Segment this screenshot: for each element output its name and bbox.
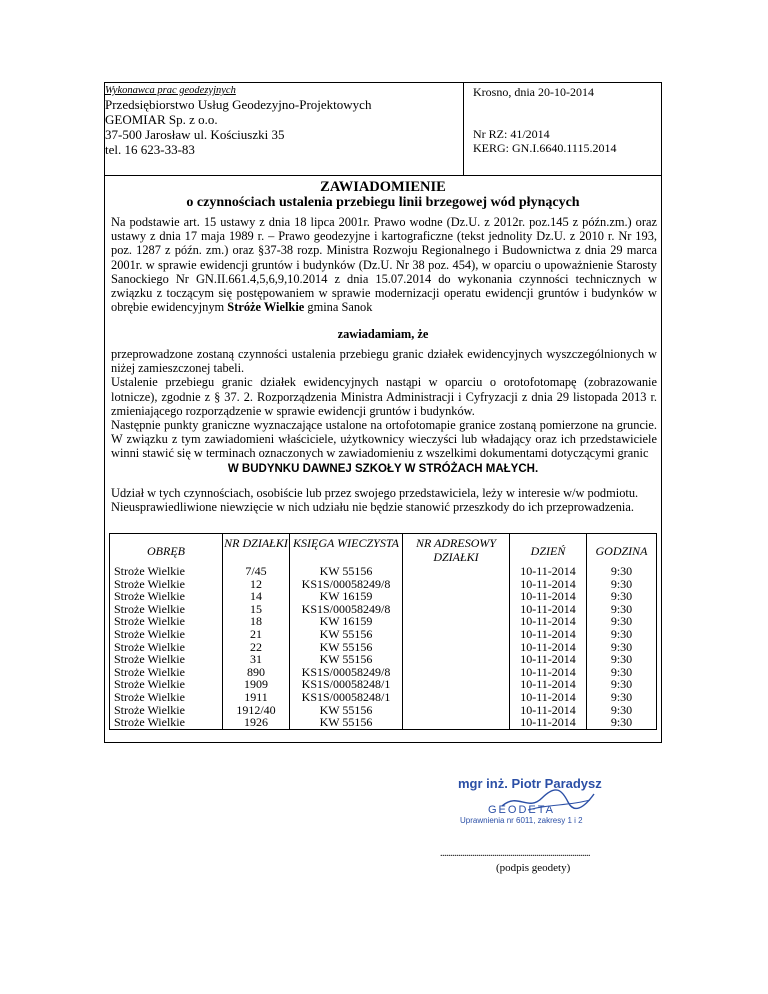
cell-obreb: Stroże Wielkie (110, 678, 223, 691)
company-line: Przedsiębiorstwo Usług Geodezyjno-Projektowych (105, 97, 372, 112)
signature-label: (podpis geodety) (496, 862, 571, 874)
cell-dzien: 10-11-2014 (510, 615, 587, 628)
cell-adres (403, 641, 510, 654)
cell-nr: 12 (223, 578, 290, 591)
cell-godzina: 9:30 (587, 678, 657, 691)
body-paragraph: Ustalenie przebiegu granic działek ewidencyjnych nastąpi w oparciu o orotofotomapę (zobrazowanie lotnicze), zgodnie z § 37. 2. Rozporządzenia Ministra Administracji i Cyfryzacji z dnia 29 listopada 2013 r. zmieniającego rozporządzenie w sprawie ewidencji gruntów i budynków. (111, 375, 657, 418)
contractor-label: Wykonawca prac geodezyjnych (105, 85, 236, 96)
cell-obreb: Stroże Wielkie (110, 578, 223, 591)
participation-line: Nieusprawiedliwione niewzięcie w nich udziału nie będzie stanowić przeszkody do ich przeprowadzenia. (111, 500, 634, 515)
cell-adres (403, 716, 510, 729)
cell-adres (403, 628, 510, 641)
cell-ksiega: KW 16159 (290, 615, 403, 628)
cell-adres (403, 691, 510, 704)
cell-ksiega: KW 55156 (290, 704, 403, 717)
cell-ksiega: KS1S/00058248/1 (290, 691, 403, 704)
cell-nr: 21 (223, 628, 290, 641)
notice-frame (104, 82, 662, 743)
cell-godzina: 9:30 (587, 691, 657, 704)
cell-obreb: Stroże Wielkie (110, 590, 223, 603)
col-header-godzina: GODZINA (587, 534, 657, 566)
cell-obreb: Stroże Wielkie (110, 565, 223, 578)
place-date: Krosno, dnia 20-10-2014 (473, 85, 594, 99)
cell-godzina: 9:30 (587, 615, 657, 628)
contractor-block (105, 83, 464, 175)
company-line: 37-500 Jarosław ul. Kościuszki 35 (105, 127, 285, 142)
table-row (110, 716, 657, 729)
signature-line: ........................................................................... (440, 848, 590, 859)
body-paragraph: przeprowadzone zostaną czynności ustalenia przebiegu granic działek ewidencyjnych wyszczególnionych w niżej zamieszczonej tabeli. (111, 347, 657, 376)
table-row (110, 628, 657, 641)
cell-dzien: 10-11-2014 (510, 565, 587, 578)
notify-phrase: zawiadamiam, że (337, 327, 429, 341)
cell-ksiega: KW 55156 (290, 565, 403, 578)
stamp-permission: Uprawnienia nr 6011, zakresy 1 i 2 (460, 816, 583, 825)
cell-dzien: 10-11-2014 (510, 578, 587, 591)
table-body (110, 565, 657, 729)
cell-ksiega: KS1S/00058249/8 (290, 603, 403, 616)
header-box (105, 83, 661, 175)
company-line: GEOMIAR Sp. z o.o. (105, 112, 218, 127)
col-header-obreb: OBRĘB (110, 534, 223, 566)
cell-nr: 1912/40 (223, 704, 290, 717)
cell-adres (403, 678, 510, 691)
cell-nr: 1909 (223, 678, 290, 691)
cell-dzien: 10-11-2014 (510, 716, 587, 729)
area-name: Stróże Wielkie (227, 300, 305, 315)
cell-ksiega: KW 55156 (290, 716, 403, 729)
legal-basis-text: Na podstawie art. 15 ustawy z dnia 18 lipca 2001r. Prawo wodne (Dz.U. z 2012r. poz.145 z późn.zm.) oraz ustawy z dnia 17 maja 1989 r. – Prawo geodezyjne i kartograficzne (tekst jednolity Dz.U. z 2010 r. Nr 193, poz. 1287 z późn. zm.) oraz §37-38 rozp. Ministra Rozwoju Regionalnego i Budownictwa z dnia 29 marca 2001r. w sprawie ewidencji gruntów i budynków (Dz.U. Nr 38 poz. 454), w oparciu o upoważnienie Starosty Sanockiego Nr GN.II.661.4,5,6,9,10.2014 z dnia 15.07.2014 do wykonania czynności technicznych w związku z toczącym się postępowaniem w sprawie modernizacji operatu ewidencji gruntów i budynków w obrębie ewidencyjnym (111, 215, 657, 315)
cell-adres (403, 666, 510, 679)
cell-adres (403, 615, 510, 628)
col-header-ksiega: KSIĘGA WIECZYSTA (290, 534, 403, 566)
cell-obreb: Stroże Wielkie (110, 641, 223, 654)
cell-nr: 1911 (223, 691, 290, 704)
cell-dzien: 10-11-2014 (510, 666, 587, 679)
col-header-nr: NR DZIAŁKI (223, 534, 290, 566)
cell-adres (403, 590, 510, 603)
kerg-number: KERG: GN.I.6640.1115.2014 (473, 141, 617, 155)
col-header-adres: NR ADRESOWY DZIAŁKI (403, 534, 510, 566)
cell-godzina: 9:30 (587, 603, 657, 616)
cell-nr: 7/45 (223, 565, 290, 578)
col-header-dzien: DZIEŃ (510, 534, 587, 566)
cell-obreb: Stroże Wielkie (110, 666, 223, 679)
cell-ksiega: KW 16159 (290, 590, 403, 603)
geodesist-stamp (458, 776, 608, 836)
body-text (111, 347, 657, 461)
cell-dzien: 10-11-2014 (510, 653, 587, 666)
header-divider (105, 175, 661, 176)
plots-table (109, 533, 657, 730)
cell-obreb: Stroże Wielkie (110, 615, 223, 628)
cell-nr: 890 (223, 666, 290, 679)
cell-dzien: 10-11-2014 (510, 691, 587, 704)
participation-line: Udział w tych czynnościach, osobiście lub przez swojego przedstawiciela, leży w interesie w/w podmiotu. (111, 486, 639, 500)
legal-basis-end: gmina Sanok (304, 300, 373, 315)
table-row (110, 653, 657, 666)
cell-ksiega: KS1S/00058249/8 (290, 666, 403, 679)
cell-nr: 1926 (223, 716, 290, 729)
table-header-row (110, 534, 657, 566)
cell-adres (403, 603, 510, 616)
body-paragraph: Następnie punkty graniczne wyznaczające ustalone na ortofotomapie granice zostaną pomierzone na gruncie. W związku z tym zawiadomieni właściciele, użytkownicy wieczyści lub władający oraz ich przedstawiciele winni stawić się w terminach oznaczonych w zawiadomieniu z wszelkimi dokumentami dotyczącymi granic (111, 418, 657, 461)
cell-godzina: 9:30 (587, 653, 657, 666)
cell-obreb: Stroże Wielkie (110, 716, 223, 729)
cell-godzina: 9:30 (587, 565, 657, 578)
cell-godzina: 9:30 (587, 716, 657, 729)
nr-rz: Nr RZ: 41/2014 (473, 127, 550, 141)
company-line: tel. 16 623-33-83 (105, 142, 195, 157)
cell-adres (403, 653, 510, 666)
cell-obreb: Stroże Wielkie (110, 653, 223, 666)
cell-dzien: 10-11-2014 (510, 641, 587, 654)
stamp-profession: GEODETA (488, 804, 555, 816)
table-row (110, 590, 657, 603)
cell-godzina: 9:30 (587, 590, 657, 603)
cell-dzien: 10-11-2014 (510, 590, 587, 603)
legal-basis-paragraph (111, 215, 657, 314)
cell-adres (403, 565, 510, 578)
cell-godzina: 9:30 (587, 666, 657, 679)
cell-nr: 22 (223, 641, 290, 654)
cell-obreb: Stroże Wielkie (110, 691, 223, 704)
table-row (110, 565, 657, 578)
cell-nr: 15 (223, 603, 290, 616)
cell-dzien: 10-11-2014 (510, 603, 587, 616)
cell-dzien: 10-11-2014 (510, 678, 587, 691)
cell-nr: 31 (223, 653, 290, 666)
cell-adres (403, 704, 510, 717)
reference-block (463, 83, 661, 175)
cell-ksiega: KW 55156 (290, 653, 403, 666)
cell-godzina: 9:30 (587, 704, 657, 717)
stamp-name: mgr inż. Piotr Paradysz (458, 776, 602, 791)
cell-obreb: Stroże Wielkie (110, 704, 223, 717)
cell-godzina: 9:30 (587, 628, 657, 641)
document-subtitle: o czynnościach ustalenia przebiegu linii brzegowej wód płynących (186, 195, 580, 210)
venue-line: W BUDYNKU DAWNEJ SZKOŁY W STRÓŻACH MAŁYCH. (227, 463, 539, 475)
cell-ksiega: KS1S/00058249/8 (290, 578, 403, 591)
cell-adres (403, 578, 510, 591)
table-row (110, 691, 657, 704)
cell-godzina: 9:30 (587, 578, 657, 591)
cell-dzien: 10-11-2014 (510, 628, 587, 641)
cell-obreb: Stroże Wielkie (110, 628, 223, 641)
cell-ksiega: KW 55156 (290, 641, 403, 654)
document-title: ZAWIADOMIENIE (320, 179, 446, 195)
cell-godzina: 9:30 (587, 641, 657, 654)
participation-text (111, 486, 657, 514)
cell-nr: 14 (223, 590, 290, 603)
cell-nr: 18 (223, 615, 290, 628)
cell-ksiega: KS1S/00058248/1 (290, 678, 403, 691)
cell-dzien: 10-11-2014 (510, 704, 587, 717)
cell-obreb: Stroże Wielkie (110, 603, 223, 616)
cell-ksiega: KW 55156 (290, 628, 403, 641)
